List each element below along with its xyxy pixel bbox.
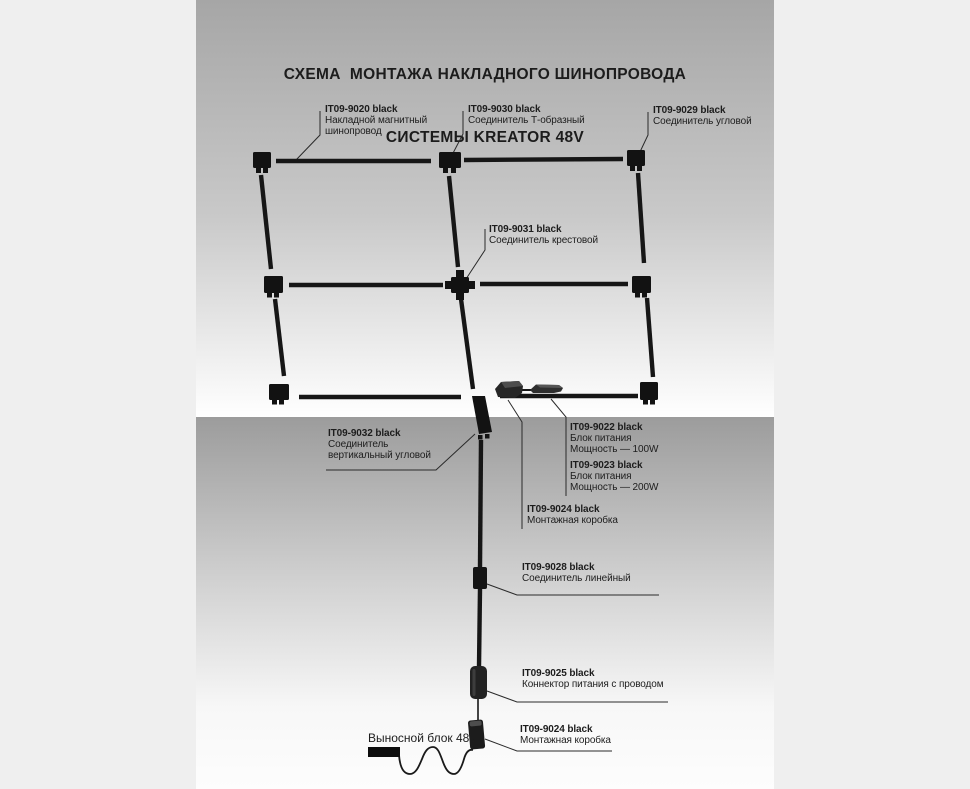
cross-connector-icon <box>445 270 475 300</box>
rail-wall-upper <box>480 440 481 567</box>
label-psu-200w-code: IT09-9023 black <box>570 460 643 471</box>
label-corner-connector-desc1: Соединитель угловой <box>653 116 752 127</box>
rail-mid-lower <box>461 299 473 389</box>
vertical-corner-connector-icon <box>472 396 492 440</box>
label-linear-connector-code: IT09-9028 black <box>522 562 595 573</box>
label-mounting-box-top-code: IT09-9024 black <box>527 504 600 515</box>
corner-connector-top-left-icon <box>253 152 271 173</box>
label-psu-100w-code: IT09-9022 black <box>570 422 643 433</box>
label-linear-connector <box>522 562 631 584</box>
label-track-desc1: Накладной магнитный <box>325 115 428 126</box>
label-vertical-corner-connector <box>328 428 431 461</box>
leader-power-connector <box>487 691 668 702</box>
corner-connector-bottom-right-icon <box>640 382 658 405</box>
label-vertical-corner-desc1: Соединитель <box>328 439 389 450</box>
rail-right-upper <box>638 173 644 263</box>
t-connector-middle-left-icon <box>264 276 283 298</box>
label-track-desc2: шинопровод <box>325 126 382 137</box>
label-psu-100w <box>570 422 658 455</box>
label-power-connector-code: IT09-9025 black <box>522 668 595 679</box>
label-t-connector-desc1: Соединитель Т-образный <box>468 115 585 126</box>
label-corner-connector-code: IT09-9029 black <box>653 105 726 116</box>
power-connector-icon <box>470 666 487 699</box>
label-corner-connector <box>653 105 752 127</box>
label-psu-100w-desc2: Мощность — 100W <box>570 444 659 455</box>
label-psu-100w-desc1: Блок питания <box>570 433 632 444</box>
leader-track <box>296 111 320 160</box>
label-power-connector <box>522 668 664 690</box>
label-track-code: IT09-9020 black <box>325 104 398 115</box>
label-cross-connector-desc1: Соединитель крестовой <box>489 235 598 246</box>
leader-psu <box>551 399 566 496</box>
label-mounting-box-bottom-desc1: Монтажная коробка <box>520 735 611 746</box>
linear-connector-icon <box>473 567 487 589</box>
leader-linear-connector <box>487 584 659 595</box>
label-psu-200w-desc1: Блок питания <box>570 471 632 482</box>
leader-t-connector <box>451 111 463 157</box>
t-connector-icon <box>439 152 461 173</box>
remote-block-icon <box>368 747 400 757</box>
label-psu-200w <box>570 460 658 493</box>
label-mounting-box-bottom <box>520 724 611 746</box>
label-cross-connector <box>489 224 598 246</box>
corner-connector-top-right-icon <box>627 150 645 171</box>
t-connector-bottom-left-icon <box>269 384 289 405</box>
label-mounting-box-top <box>527 504 618 526</box>
label-cross-connector-code: IT09-9031 black <box>489 224 562 235</box>
page-title-line1: СХЕМА МОНТАЖА НАКЛАДНОГО ШИНОПРОВОДА <box>283 66 687 83</box>
label-vertical-corner-code: IT09-9032 black <box>328 428 401 439</box>
rail-mid-upper <box>449 176 458 267</box>
t-connector-middle-right-icon <box>632 276 651 298</box>
rail-left-upper <box>261 175 271 269</box>
leader-corner-connector <box>639 112 648 154</box>
label-t-connector <box>468 104 585 126</box>
leader-mounting-box-top <box>508 400 522 529</box>
label-power-connector-desc1: Коннектор питания с проводом <box>522 679 664 690</box>
label-t-connector-code: IT09-9030 black <box>468 104 541 115</box>
label-vertical-corner-desc2: вертикальный угловой <box>328 450 431 461</box>
rail-left-lower <box>275 299 284 376</box>
label-remote-block: Выносной блок 48V <box>368 731 478 745</box>
label-psu-200w-desc2: Мощность — 200W <box>570 482 659 493</box>
power-cable-wave-icon <box>399 747 473 774</box>
label-mounting-box-bottom-code: IT09-9024 black <box>520 724 593 735</box>
rail-right-lower <box>647 298 653 377</box>
rail-wall-lower <box>479 589 480 667</box>
page-title-line2: СИСТЕМЫ KREATOR 48V <box>385 129 585 146</box>
label-track <box>325 104 427 137</box>
leader-cross-connector <box>466 229 485 279</box>
rail-top-right <box>464 159 623 160</box>
label-mounting-box-top-desc1: Монтажная коробка <box>527 515 618 526</box>
power-supply-icon <box>530 385 563 394</box>
label-linear-connector-desc1: Соединитель линейный <box>522 573 631 584</box>
